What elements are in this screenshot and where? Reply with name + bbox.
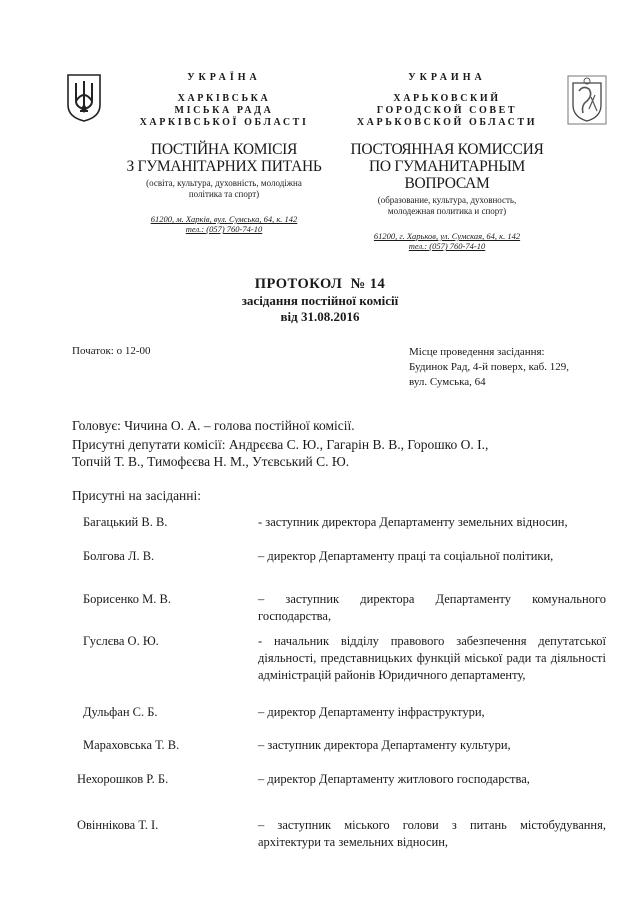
present-members: Присутні депутати комісії: Андрєєва С. Ю., Гагарін В. В., Горошко О. І., Топчій Т. В., Тимофєєва Н. М., Утєвський С. Ю.: [72, 437, 489, 469]
attendee-name: Мараховська Т. В.: [83, 738, 180, 752]
commission-scope: (образование, культура, духовность, молодежная политика и спорт): [377, 195, 517, 216]
commission-name: ПОСТОЯННАЯ КОМИССИЯ ПО ГУМАНИТАРНЫМ ВОПРОСАМ: [350, 141, 544, 192]
attendee-role: - начальник відділу правового забезпечення депутатської діяльності, представницьких функцій міської ради та діяльності адміністрацій районів Юридичного департаменту,: [258, 634, 606, 682]
attendee-role: – заступник директора Департаменту культури,: [258, 738, 511, 752]
protocol-title: [0, 276, 640, 325]
meeting-start-time: Початок: о 12-00: [72, 345, 151, 357]
commission-scope: (освіта, культура, духовність, молодіжна політика та спорт): [146, 178, 302, 199]
country-name: УКРАИНА: [408, 72, 486, 83]
meeting-venue: Місце проведення засідання: Будинок Рад, 4-й поверх, каб. 129, вул. Сумська, 64: [409, 346, 570, 388]
council-name: ХАРЬКОВСКИЙ ГОРОДСКОЙ СОВЕТ ХАРЬКОВСКОЙ ОБЛАСТИ: [356, 93, 538, 128]
attendee-role: – директор Департаменту інфраструктури,: [258, 705, 485, 719]
protocol-number: ПРОТОКОЛ № 14: [254, 276, 386, 292]
protocol-date: від 31.08.2016: [280, 309, 360, 324]
present-label: Присутні на засіданні:: [72, 488, 202, 503]
kharkiv-city-coat-of-arms-icon: [567, 75, 607, 125]
attendee-name: Болгова Л. В.: [83, 549, 155, 563]
address: 61200, г. Харьков, ул. Сумская, 64, к. 142 тел.: (057) 760-74-10: [373, 231, 521, 251]
attendee-name: Дульфан С. Б.: [83, 705, 158, 719]
attendee-name: Овіннікова Т. І.: [77, 818, 159, 832]
letterhead-ukrainian: [110, 72, 338, 234]
commission-name: ПОСТІЙНА КОМІСІЯ З ГУМАНІТАРНИХ ПИТАНЬ: [126, 141, 322, 175]
protocol-subtitle: засідання постійної комісії: [241, 293, 399, 308]
attendee-name: Багацький В. В.: [83, 515, 168, 529]
attendee-name: Гуслєва О. Ю.: [83, 634, 159, 648]
council-name: ХАРКІВСЬКА МІСЬКА РАДА ХАРКІВСЬКОЇ ОБЛАСТІ: [139, 93, 309, 128]
attendee-role: – заступник міського голови з питань містобудування, архітектури та земельних відносин,: [258, 818, 606, 849]
attendee-role: - заступник директора Департаменту земельних відносин,: [258, 515, 568, 529]
attendee-name: Нехорошков Р. Б.: [77, 772, 169, 786]
attendee-name: Борисенко М. В.: [83, 592, 171, 606]
attendee-role: – директор Департаменту житлового господарства,: [258, 772, 530, 786]
letterhead-russian: [328, 72, 566, 251]
trident-coat-of-arms-icon: [66, 73, 102, 123]
attendee-role: – заступник директора Департаменту комунального господарства,: [258, 592, 606, 623]
address: 61200, м. Харків, вул. Сумська, 64, к. 142 тел.: (057) 760-74-10: [150, 214, 298, 234]
chair-line: Головує: Чичина О. А. – голова постійної комісії.: [72, 418, 355, 433]
attendee-role: – директор Департаменту праці та соціальної політики,: [258, 549, 554, 563]
country-name: УКРАЇНА: [187, 72, 261, 83]
